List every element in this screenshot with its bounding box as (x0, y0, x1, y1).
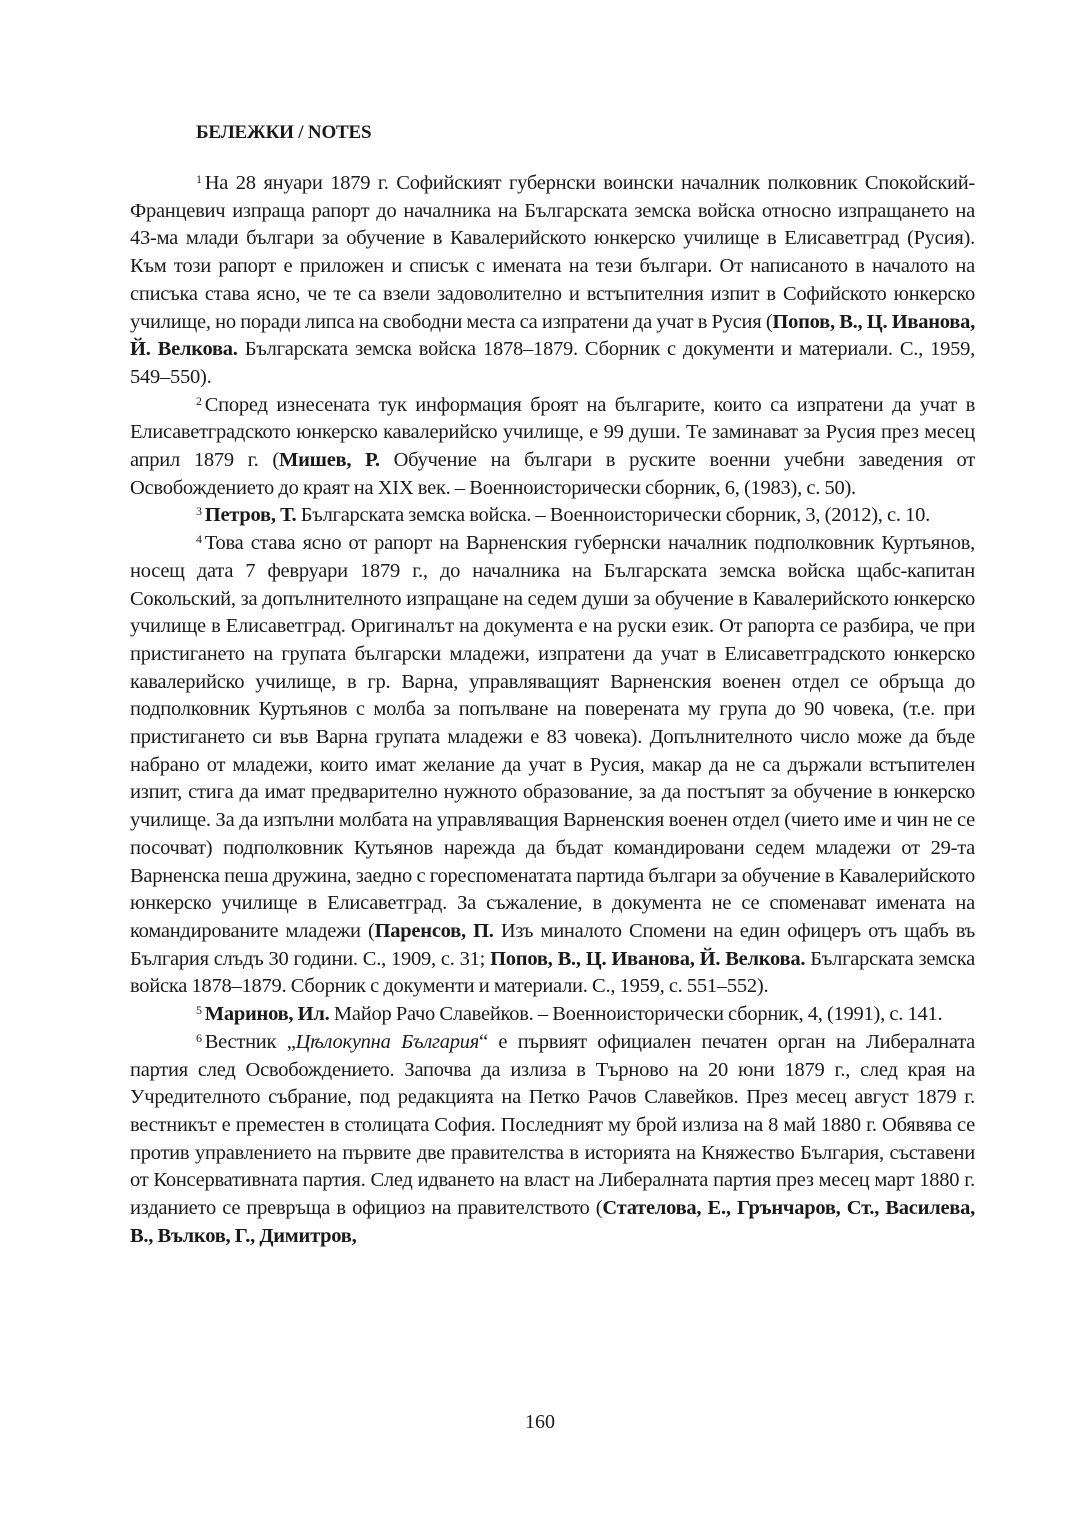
note-1: $^1$ На 28 януари 1879 г. Софийският губернски воински началник полковник Спокойский-Францевич изпраща рапорт до началника на Българската земска войска относно изпращането на 43-ма млади българи за обучение в Кавалерийското юнкерско училище в Елисаветград (Русия). Към този рапорт е приложен и списък с имената на тези българи. От написаното в началото на списъка става ясно, че те са взели задоволително и встъпителния изпит в Софийското юнкерско училище, но поради липса на свободни места са изпратени да учат в Русия (Попов, В., Ц. Иванова, Й. Велкова. Българската земска войска 1878–1879. Сборник с документи и материали. С., 1959, 549–550). (130, 172, 975, 388)
note-number: 5 (196, 1003, 202, 1018)
citation-author: Паренсов, П. (374, 919, 494, 942)
note-number: 6 (196, 1030, 202, 1045)
citation-author: Попов, В., Ц. Иванова, Й. Велкова. (130, 310, 975, 361)
note-number: 2 (196, 393, 202, 408)
citation-author: Стателова, Е., Грънчаров, Ст., Василева, В., Вълков, Г., Димитров, (130, 1197, 976, 1247)
page-number: 160 (525, 1411, 555, 1433)
note-4: $^4$ Това става ясно от рапорт на Варненския губернски началник подполковник Куртьянов, носещ дата 7 февруари 1879 г., до началника на Българската земска войска щабс-капитан Сокольский, за допълнителното изпращане на седем души за обучение в Кавалерийското юнкерско училище в Елисаветград. Оригиналът на документа е на руски език. От рапорта се разбира, че при пристигането на групата български младежи, изпратени да учат в Елисаветградското юнкерско кавалерийско училище, в гр. Варна, управляващият Варненския военен отдел се обръща до подполковник Куртьянов с молба за попълване на поверената му група до 90 човека, (т.е. при пристигането си във Варна групата младежи е 83 човека). Допълнителното число може да бъде набрано от младежи, които имат желание да учат в Русия, макар да не са държали встъпителен изпит, стига да имат предварително нужното образование, за да постъпят за обучение в юнкерско училище. За да изпълни молбата на управляващия Варненския военен отдел (чието име и чин не се посочват) подполковник Кутьянов нарежда да бъдат командировани седем младежи от 29-та Варненска пеша дружина, заедно с гореспоменатата партида българи за обучение в Кавалерийското юнкерско училище в Елисаветград. За съжаление, в документа не се споменават имената на командированите младежи (Паренсов, П. Изъ миналото Спомени на един офицеръ отъ щабъ въ България слъдъ 30 години. С., 1909, с. 31; Попов, В., Ц. Иванова, Й. Велкова. Българската земска войска 1878–1879. Сборник с документи и материали. С., 1959, с. 551–552). (130, 532, 976, 998)
citation-author: Попов, В., Ц. Иванова, Й. Велкова. (490, 947, 806, 970)
note-number: 4 (196, 532, 202, 547)
citation-author: Маринов, Ил. (204, 1003, 330, 1026)
note-2: $^2$ Според изнесената тук информация броят на българите, които са изпратени да учат в Елисаветградското юнкерско кавалерийско училище, е 99 души. Те заминават за Русия през месец април 1879 г. (Мишев, Р. Обучение на българи в руските военни учебни заведения от Освобождението до краят на XIX век. – Военноисторически сборник, 6, (1983), с. 50). (130, 393, 975, 499)
note-3: $^3$ Петров, Т. Българската земска войска. – Военноисторически сборник, 3, (2012), с. 10. (196, 504, 931, 527)
notes-list (130, 170, 975, 1250)
citation-author: Мишев, Р. (278, 449, 380, 472)
note-5: $^5$ Маринов, Ил. Майор Рачо Славейков. – Военноисторически сборник, 4, (1991), с. 141. (196, 1003, 943, 1026)
newspaper-title: Цѣлокупна България (295, 1030, 480, 1053)
notes-heading: БЕЛЕЖКИ / NOTES (196, 122, 372, 143)
note-number: 3 (196, 504, 202, 519)
citation-author: Петров, Т. (204, 504, 297, 527)
note-number: 1 (196, 172, 202, 186)
note-6: $^6$ Вестник „Цѣлокупна България“ е първият официален печатен орган на Либералната партия след Освобождението. Започва да излиза в Търново на 20 юни 1879 г., след края на Учредителното събрание, под редакцията на Петко Рачов Славейков. През месец август 1879 г. вестникът е преместен в столицата София. Последният му брой излиза на 8 май 1880 г. Обявява се против управлението на първите две правителства в историята на Княжество България, съставени от Консервативната партия. След идването на власт на Либералната партия през месец март 1880 г. изданието се превръща в официоз на правителството (Стателова, Е., Грънчаров, Ст., Василева, В., Вълков, Г., Димитров, (130, 1030, 976, 1247)
